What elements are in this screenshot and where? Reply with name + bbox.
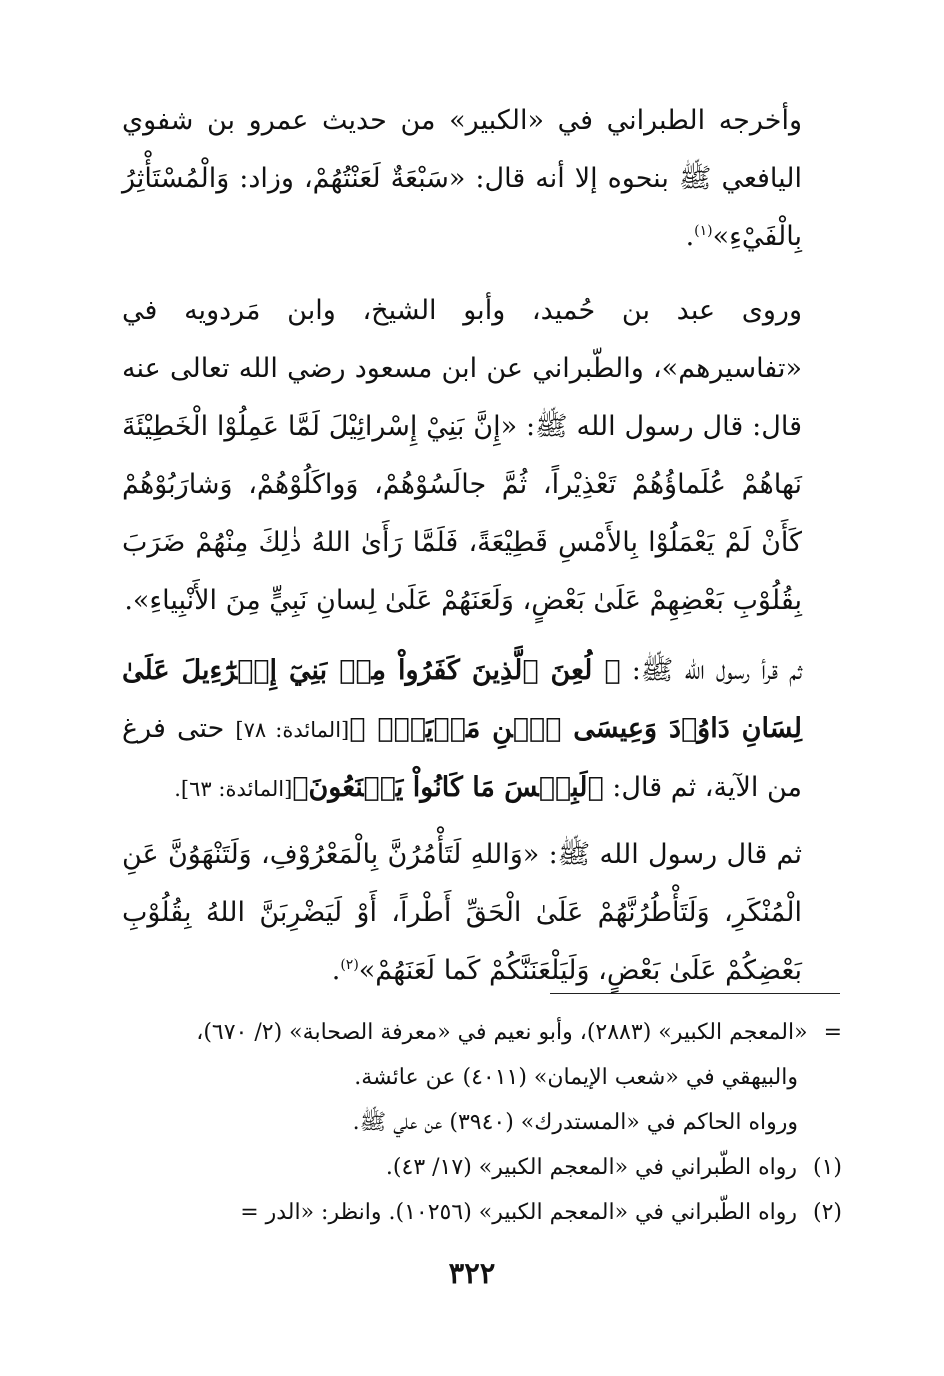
paragraph-3-middle: حتى فرغ من الآية، ثم قال:: [122, 713, 802, 803]
paragraph-1-end: .: [685, 221, 695, 252]
footnote-1-text: رواه الطّبراني في «المعجم الكبير» (١٧/ ٤٣).: [385, 1155, 797, 1180]
quran-verse-1: ﴿ لُعِنَ ٱلَّذِينَ كَفَرُواْ مِنۢ بَنِيٓ إِسۡرَٰٓءِيلَ عَلَىٰ لِسَانِ دَاوُۥدَ وَعِيسَى ٱبۡنِ مَرۡيَمَۚ ﴾: [122, 655, 802, 744]
footnote-continued-line-2: والبيهقي في «شعب الإيمان» (٤٠١١) عن عائشة.: [354, 1065, 798, 1090]
paragraph-3-intro: ثم قرأ رسول الله ﷺ:: [631, 655, 802, 686]
quran-verse-2: ﴿لَبِئۡسَ مَا كَانُواْ يَصۡنَعُونَ﴾: [292, 772, 604, 803]
paragraph-2: وروى عبد بن حُميد، وأبو الشيخ، وابن مَردويه في «تفاسيرهم»، والطّبراني عن ابن مسعود رضي الله تعالى عنه قال: قال رسول الله ﷺ: «إِنَّ بَنِيْ إِسْرائِيْلَ لَمَّا عَمِلُوْا الْخَطِيْئَةَ نَهاهُمْ عُلَماؤُهُمْ تَعْذِيْراً، ثُمَّ جالَسُوْهُمْ، وَواكَلُوْهُمْ، وَشارَبُوْهُمْ كَأَنْ لَمْ يَعْمَلُوْا بِالأَمْسِ قَطِيْعَةً، فَلَمَّا رَأَىٰ اللهُ ذٰلِكَ مِنْهُمْ ضَرَبَ بِقُلُوْبِ بَعْضِهِمْ عَلَىٰ بَعْضٍ، وَلَعَنَهُمْ عَلَىٰ لِسانِ نَبِيٍّ مِنَ الأَنْبِياءِ».: [122, 295, 802, 616]
main-text: [122, 92, 840, 1000]
footnote-2: [118, 1190, 842, 1235]
verse-reference-1: [المائدة: ٧٨]: [235, 718, 350, 742]
footnote-1: [118, 1145, 842, 1190]
footnote-2-mark: (٢): [812, 1200, 842, 1225]
page-number: ٣٢٢: [448, 1256, 496, 1290]
footnote-1-mark: (١): [812, 1155, 842, 1180]
footnote-ref-1: (١): [694, 223, 713, 239]
footnote-2-text: رواه الطّبراني في «المعجم الكبير» (١٠٢٥٦). وانظر: «الدر =: [240, 1200, 797, 1225]
footnote-separator: [550, 993, 840, 994]
continuation-mark: =: [823, 1020, 842, 1045]
paragraph-1: [122, 92, 840, 266]
verse-reference-2: [المائدة: ٦٣].: [174, 777, 293, 801]
footnote-continued-line-3: ورواه الحاكم في «المستدرك» (٣٩٤٠) عن علي ﷺ.: [352, 1110, 798, 1135]
paragraph-3: [122, 642, 840, 818]
paragraph-4-text: ثم قال رسول الله ﷺ: «وَاللهِ لَتَأْمُرُنَّ بِالْمَعْرُوْفِ، وَلَتَنْهَوُنَّ عَنِ الْمُنْكَرِ، وَلَتَأْطُرُنَّهُمْ عَلَىٰ الْحَقِّ أَطْراً، أَوْ لَيَضْرِبَنَّ اللهُ بِقُلُوْبِ بَعْضِكُمْ عَلَىٰ بَعْضٍ، وَلَيَلْعَنَنَّكُمْ كَما لَعَنَهُمْ»: [122, 839, 802, 986]
paragraph-1-text: وأخرجه الطبراني في «الكبير» من حديث عمرو بن شفوي اليافعي ﷺ بنحوه إلا أنه قال: «سَبْعَةٌ لَعَنْتُهُمْ، وزاد: وَالْمُسْتَأْثِرُ بِالْفَيْءِ»: [122, 105, 802, 252]
footnote-continued-text-1: «المعجم الكبير» (٢٨٨٣)، وأبو نعيم في «معرفة الصحابة» (٢/ ٦٧٠)،: [196, 1020, 808, 1045]
footnotes: [118, 1010, 842, 1235]
footnote-continued-line-1: [118, 1010, 842, 1055]
footnote-ref-2: (٢): [340, 957, 359, 973]
paragraph-4-end: .: [331, 955, 341, 986]
paragraph-4: [122, 826, 840, 1000]
